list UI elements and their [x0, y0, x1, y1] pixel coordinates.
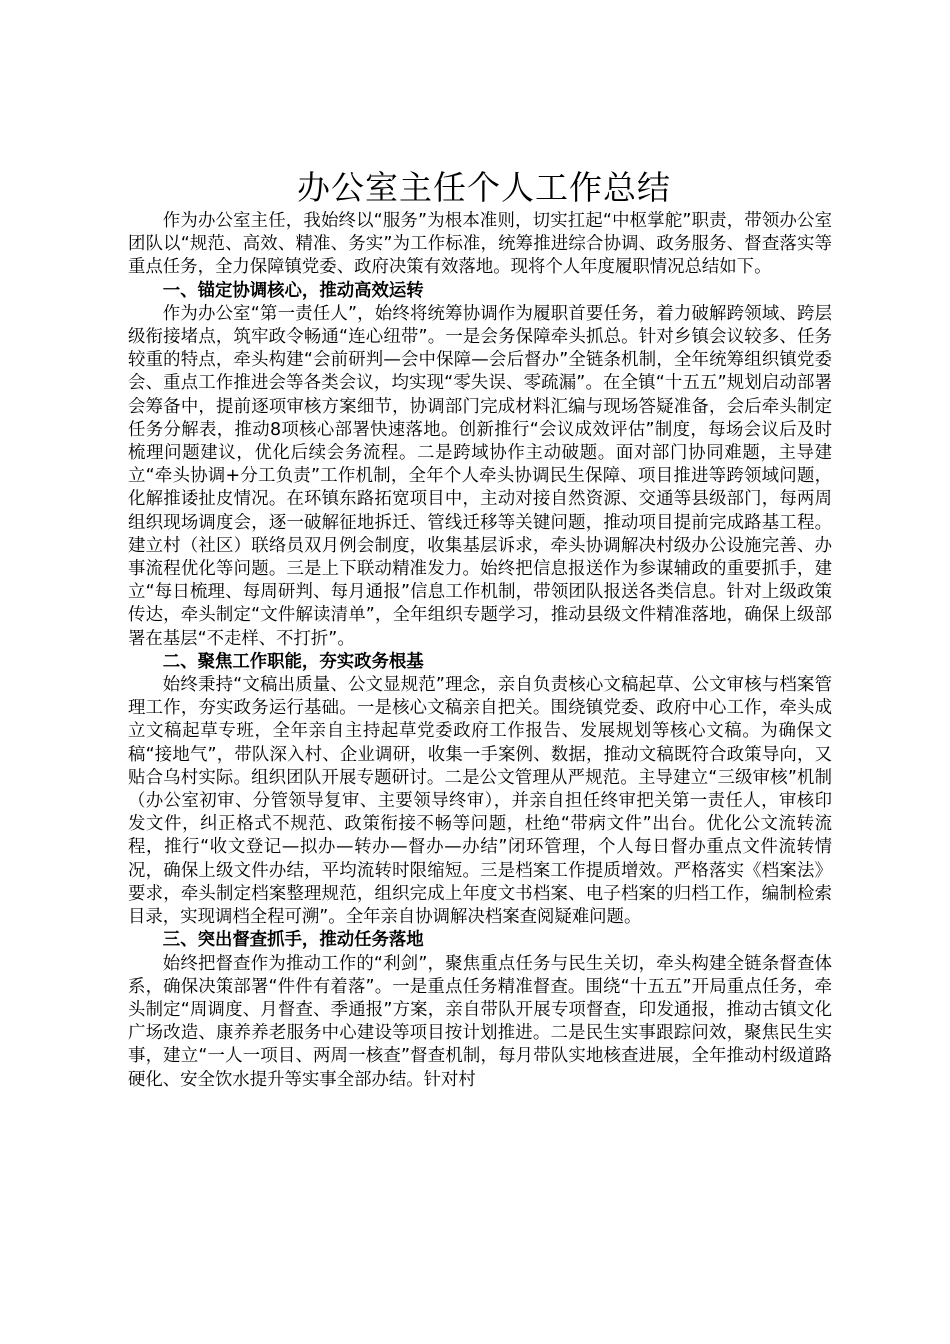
- intro-paragraph: 作为办公室主任，我始终以“服务”为根本准则，切实扛起“中枢掌舵”职责，带领办公室团队以“规范、高效、精准、务实”为工作标准，统筹推进综合协调、政务服务、督查落实等重点任务，全力保障镇党委、政府决策有效落地。现将个人年度履职情况总结如下。: [128, 211, 832, 278]
- section-3-body: 始终把督查作为推动工作的“利剑”，聚焦重点任务与民生关切，牵头构建全链条督查体系，确保决策部署“件件有着落”。一是重点任务精准督查。围绕“十五五”开局重点任务，牵头制定“周调度、月督查、季通报”方案，亲自带队开展专项督查，印发通报，推动古镇文化广场改造、康养养老服务中心建设等项目按计划推进。二是民生实事跟踪问效，聚焦民生实事，建立“一人一项目、两周一核查”督查机制，每月带队实地核查进展，全年推动村级道路硬化、安全饮水提升等实事全部办结。针对村: [128, 953, 832, 1090]
- document-title: 办公室主任个人工作总结: [297, 168, 671, 207]
- section-2-body: 始终秉持“文稿出质量、公文显规范”理念，亲自负责核心文稿起草、公文审核与档案管理工作，夯实政务运行基础。一是核心文稿亲自把关。围绕镇党委、政府中心工作，牵头成立文稿起草专班，全年亲自主持起草党委政府工作报告、发展规划等核心文稿。为确保文稿“接地气”，带队深入村、企业调研，收集一手案例、数据，推动文稿既符合政策导向，又贴合乌村实际。组织团队开展专题研讨。二是公文管理从严规范。主导建立“三级审核”机制（办公室初审、分管领导复审、主要领导终审），并亲自担任终审把关第一责任人，审核印发文件，纠正格式不规范、政策衔接不畅等问题，杜绝“带病文件”出台。优化公文流转流程，推行“收文登记—拟办—转办—督办—办结”闭环管理，个人每日督办重点文件流转情况，确保上级文件办结，平均流转时限缩短。三是档案工作提质增效。严格落实《档案法》要求，牵头制定档案整理规范，组织完成上年度文书档案、电子档案的归档工作，编制检索目录，实现调档全程可溯”。全年亲自协调解决档案查阅疑难问题。: [128, 675, 832, 928]
- section-2-heading: 二、聚焦工作职能，夯实政务根基: [162, 651, 424, 672]
- section-3-heading: 三、突出督查抓手，推动任务落地: [162, 930, 424, 951]
- document-page: [128, 166, 832, 1092]
- section-1-body: 作为办公室“第一责任人”，始终将统筹协调作为履职首要任务，着力破解跨领域、跨层级衔接堵点，筑牢政令畅通“连心纽带”。一是会务保障牵头抓总。针对乡镇会议较多、任务较重的特点，牵头构建“会前研判—会中保障—会后督办”全链条机制，全年统筹组织镇党委会、重点工作推进会等各类会议，均实现“零失误、零疏漏”。在全镇“十五五”规划启动部署会筹备中，提前逐项审核方案细节，协调部门完成材料汇编与现场答疑准备，会后牵头制定任务分解表，推动8项核心部署快速落地。创新推行“会议成效评估”制度，每场会议后及时梳理问题建议，优化后续会务流程。二是跨域协作主动破题。面对部门协同难题，主导建立“牵头协调+分工负责”工作机制，全年个人牵头协调民生保障、项目推进等跨领域问题，化解推诿扯皮情况。在环镇东路拓宽项目中，主动对接自然资源、交通等县级部门，每两周组织现场调度会，逐一破解征地拆迁、管线迁移等关键问题，推动项目提前完成路基工程。建立村（社区）联络员双月例会制度，收集基层诉求，牵头协调解决村级办公设施完善、办事流程优化等问题。三是上下联动精准发力。始终把信息报送作为参谋辅政的重要抓手，建立“每日梳理、每周研判、每月通报”信息工作机制，带领团队报送各类信息。针对上级政策传达，牵头制定“文件解读清单”，全年组织专题学习，推动县级文件精准落地，确保上级部署在基层“不走样、不打折”。: [128, 303, 832, 649]
- section-1-heading: 一、锚定协调核心，推动高效运转: [162, 280, 424, 301]
